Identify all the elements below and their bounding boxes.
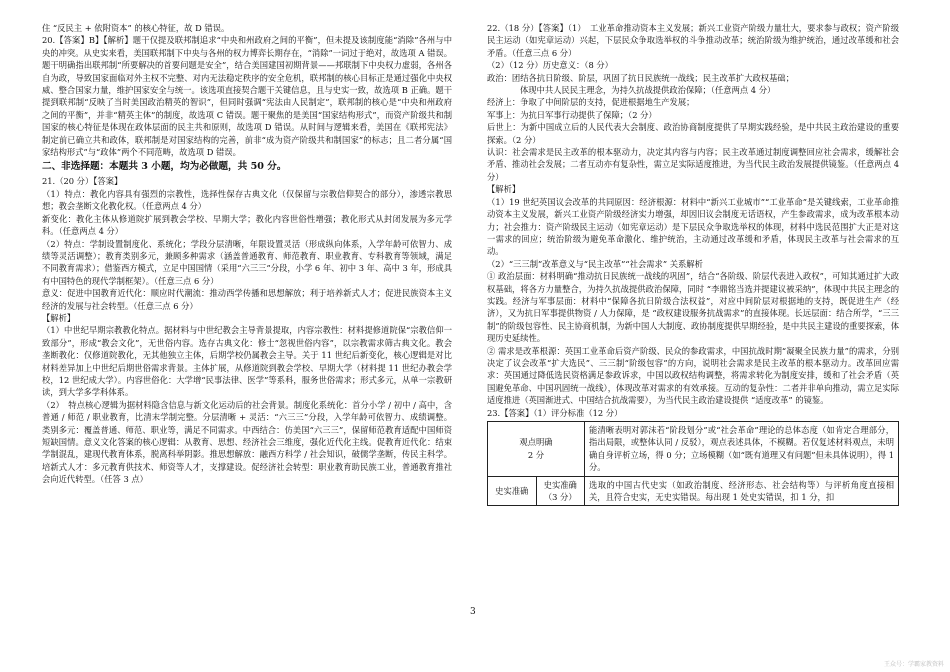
q21-answer-part1-changes: 新变化：教化主体从修道院扩展到教会学校、早期大学；教化内容世俗性增强；教化形式从封闭发展为多元学科。（任意两点 4 分） <box>42 213 452 237</box>
q22-analysis-label: 【解析】 <box>487 184 521 195</box>
q22-answer-part2-header: （2）（12 分）历史意义：（8 分） <box>487 60 613 71</box>
rubric-row-facts <box>488 476 899 506</box>
scoring-rubric-table <box>487 421 899 506</box>
rubric-criteria: 能清晰表明对郭沫若“阶段划分”或“社会革命”理论的总体态度（如肯定合理部分，指出局限，或整体认同 / 反驳），观点表述具体，不模糊。若仅复述材料观点，未明确自身评析立场，得 0 分；立场模糊（如“既有道理又有问题”但未具体说明），得 1 分。 <box>585 422 899 477</box>
q22-political-significance: 政治：团结各抗日阶级、阶层，巩固了抗日民族统一战线；民主改革扩大政权基础； <box>487 72 794 83</box>
rubric-points: 2 分 <box>527 449 545 460</box>
rubric-criteria: 选取的中国古代史实（如政治制度、经济形态、社会结构等）与评析角度直接相关，且符合史实，无史实错误。每出现 1 处史实错误，扣 1 分，扣 <box>585 476 899 506</box>
rubric-label-cell <box>536 476 585 506</box>
q22-economic-significance: 经济上：争取了中间阶层的支持，促进根据地生产发展； <box>487 97 695 108</box>
q22-analysis-part1: （1）19 世纪英国议会改革的共同原因：经济根源：材料中“新兴工业城市”“工业革命”是关键线索，工业革命推动资本主义发展，新兴工业资产阶级经济实力增强，却因旧议会制度无话语权，产生参政需求，成为改革根本动力；社会推力：资产阶级民主运动（如宪章运动）是下层民众争取选举权的体现，材料中选民范围扩大正是对这一需求的回应；统治阶级为避免革命激化、维护统治，主动通过改革缓和矛盾，体现民主改革与社会需求的互动。 <box>487 196 899 257</box>
left-column <box>42 22 452 486</box>
right-column <box>487 22 899 506</box>
q22-analysis-point1: ① 政治层面：材料明确“推动抗日民族统一战线的巩固”，结合“各阶级、阶层代表进入政权”，可知其通过扩大政权基础，将各方力量整合，为持久抗战提供政治保障，同时 “李鼎铭当选并提建议被采纳”，体现中共民主理念的实践。经济与军事层面：材料中“保障各抗日阶级合法权益”，对应中间阶层对根据地的支持，既促进生产（经济），又为抗日军事提供物资 / 人力保障，是 “政权建设服务抗战需求”的直接体现。长远层面：结合所学，“三三制”的阶级包容性、民主协商机制，为新中国人大制度、政协制度提供早期经验，是中共民主建设的重要探索，体现历史延续性。 <box>487 271 899 344</box>
q21-answer-part2-features: （2）特点：学制设置制度化、系统化；学段分层清晰，年限设置灵活（形成纵向体系，入学年龄可依智力、成绩等灵活调整）；教育类别多元，兼顾多种需求（涵盖普通教育、师范教育、职业教育、专科教育等领域，满足不同教育需求）；借鉴西方模式，立足中国国情（采用“六三三”分段，小学 6 年、初中 3 年、高中 3 年，形成具有中国特色的现代学制框架）。（任意三点 6 分） <box>42 238 452 286</box>
rubric-label-cell <box>488 422 585 477</box>
q22-later-significance: 后世上：为新中国成立后的人民代表大会制度、政治协商制度提供了早期实践经验，是中共民主政治建设的重要探索。（2 分） <box>487 122 899 145</box>
rubric-label: 史实准确 <box>543 479 577 490</box>
q21-analysis-part1: （1）中世纪早期宗教教化特点。据材料与中世纪教会主导背景提取，内容宗教性：材料提修道院保“宗教信仰一致部分”，形成“教会文化”，无世俗内容。选存古典文化：修士“忽视世俗内容”，以宗教需求筛古典文化。教会垄断教化：仅修道院教化，无其他独立主体，后期学校仍属教会主导。关于 11 世纪后新变化，核心逻辑是对比材料差异加上中世纪后期世俗需求背景。主体扩展，从修道院到教会学校、早期大学（材料提 11 世纪办教会学校，12 世纪成大学）。内容世俗化：大学增“民事法律、医学”等系科，服务世俗需求；形式多元，从单一宗教研读，到大学多学科体系。 <box>42 325 452 398</box>
q22-analysis-part2-header: （2）“三三制”改革意义与“民主改革”“社会需求” 关系解析 <box>487 258 703 269</box>
q21-answer-header: 21.（20 分）【答案】 <box>42 176 123 187</box>
q22-political-significance-cont: 体现中共人民民主理念，为持久抗战提供政治保障；（任意两点 4 分） <box>520 85 776 96</box>
q21-answer-part1-features: （1）特点：教化内容具有强烈的宗教性，选择性保存古典文化（仅保留与宗教信仰契合的部分），渗透宗教思想；教会垄断文化教化权。（任意两点 4 分） <box>42 188 452 212</box>
answer-20: 20.【答案】B】【解析】题干仅提及联邦制追求“中央和州政府之间的平衡”，但未提及该制度能“消除”各州与中央的冲突。从史实来看，美国联邦制下中央与各州的权力博弈长期存在，“消除”一词过于绝对，故选项 A 错误。题干明确指出联邦制“所要解决的首要问题是安全”，结合美国建国初期背景——邦联制下中央权力虚弱，各州各自为政，导致国家面临对外主权不完整、对内无法稳定秩序的安全危机，联邦制的核心目标正是通过强化中央权威、整合国家力量，维护国家安全与统一。该选项直接契合题干关键信息，且与史实一致，故选项 B 正确。题干提到联邦制“反映了当时美国政治精英的智识”，但同时强调“宪法由人民制定”，联邦制的核心是“中央和州政府之间的平衡”，并非“精英主体”的制度，故选项 C 错误。题干聚焦的是美国“国家结构形式”，而资产阶级共和制国家的核心特征是体现在政体层面的民主共和原则，故选项 D 错误。从时间与逻辑来看，美国在《联邦宪法》制定前已确立共和政体，联邦制是对国家结构的完善，前非“成为资产阶级共和制国家”的标志；且二者分属“国家结构形式”与“政体”两个不同范畴，故选项 D 错误。 <box>42 35 452 158</box>
q22-analysis-point2: ② 需求是改革根源：英国工业革命后资产阶级、民众的参政需求，中国抗战时期“凝聚全民族力量”的需求，分别决定了议会改革“扩大选民”、三三制“阶级包容”的方向，说明社会需求是民主改革的根本驱动力。改革回应需求：英国通过降低选民资格满足参政诉求，中国以政权结构调整，将需求转化为制度安排，缓和了社会矛盾（英国避免革命、中国巩固统一战线），体现改革对需求的有效承接。互动的复杂性：二者并非单向推动，需立足实际适度推进（英国渐进式、中国结合抗战需要），为当代民主政治建设提供 “适度改革” 的镜鉴。 <box>487 345 899 406</box>
q21-analysis-part2: （2） 特点核心逻辑为据材料隐含信息与新文化运动后的社会背景。制度化系统化：首分小学 / 初中 / 高中，含普通 / 师范 / 职业教育，比清末学制完整。分层清晰 + 灵活：“六三三”分段，入学年龄可依智力、成绩调整。类别多元：覆盖普通、师范、职业等，满足不同需求。中西结合：仿美国“六三三”，保留师范教育适配中国师资短缺国情。意义文化答案的核心逻辑：从教育、思想、经济社会三维度，强化近代化主线。促教育近代化：结束学制混乱，建现代教育体系，脱离科举阴影。推思想解放：融西方科学 / 社会知识，破儒学垄断，传民主科学。培新式人才：多元教育供技术、师资等人才，支撑建设。促经济社会转型：职业教育助民族工业，普通教育推社会向近代转型。（任答 3 点） <box>42 399 452 485</box>
page-number: 3 <box>470 607 476 617</box>
q22-military-significance: 军事上：为抗日军事行动提供了保障；（2 分） <box>487 109 657 120</box>
rubric-label: 观点明确 <box>519 437 553 448</box>
answer-19-tail: 住 “反民主 + 依附资本” 的核心特征，故 D 错误。 <box>42 23 230 33</box>
rubric-category-label: 史实准确 <box>488 476 537 506</box>
q22-answer-part1: 22.（18 分）【答案】（1） 工业革命推动资本主义发展；新兴工业资产阶级力量壮大，要求参与政权；资产阶级民主运动（如宪章运动）兴起，下层民众争取选举权的斗争推动改革；统治阶级为维护统治，通过改革缓和社会矛盾。（任意三点 6 分） <box>487 23 899 58</box>
rubric-row-viewpoint <box>488 422 899 477</box>
section-heading-nonchoice: 二、非选择题：本题共 3 小题，均为必做题，共 50 分。 <box>42 161 287 173</box>
q21-answer-part2-significance: 意义：促进中国教育近代化：顺应时代潮流：推动西学传播和思想解放；利于培养新式人才；促进民族资本主义经济的发展与社会转型。（任意三点 6 分） <box>42 288 452 311</box>
rubric-points: （3 分） <box>543 492 577 503</box>
q21-analysis-label: 【解析】 <box>42 312 76 323</box>
watermark: 王众号：学霸家教资料 <box>883 661 944 668</box>
q23-answer-header: 23.【答案】（1）评分标准（12 分） <box>487 407 623 418</box>
q22-understanding: 认识：社会需求是民主改革的根本驱动力，决定其内容与内容；民主改革通过制度调整回应社会需求，缓解社会矛盾、推动社会发展；二者互动亦有复杂性，需立足实际适度推进，为当代民主政治发展提供镜鉴。（任意两点 4 分） <box>487 147 899 182</box>
